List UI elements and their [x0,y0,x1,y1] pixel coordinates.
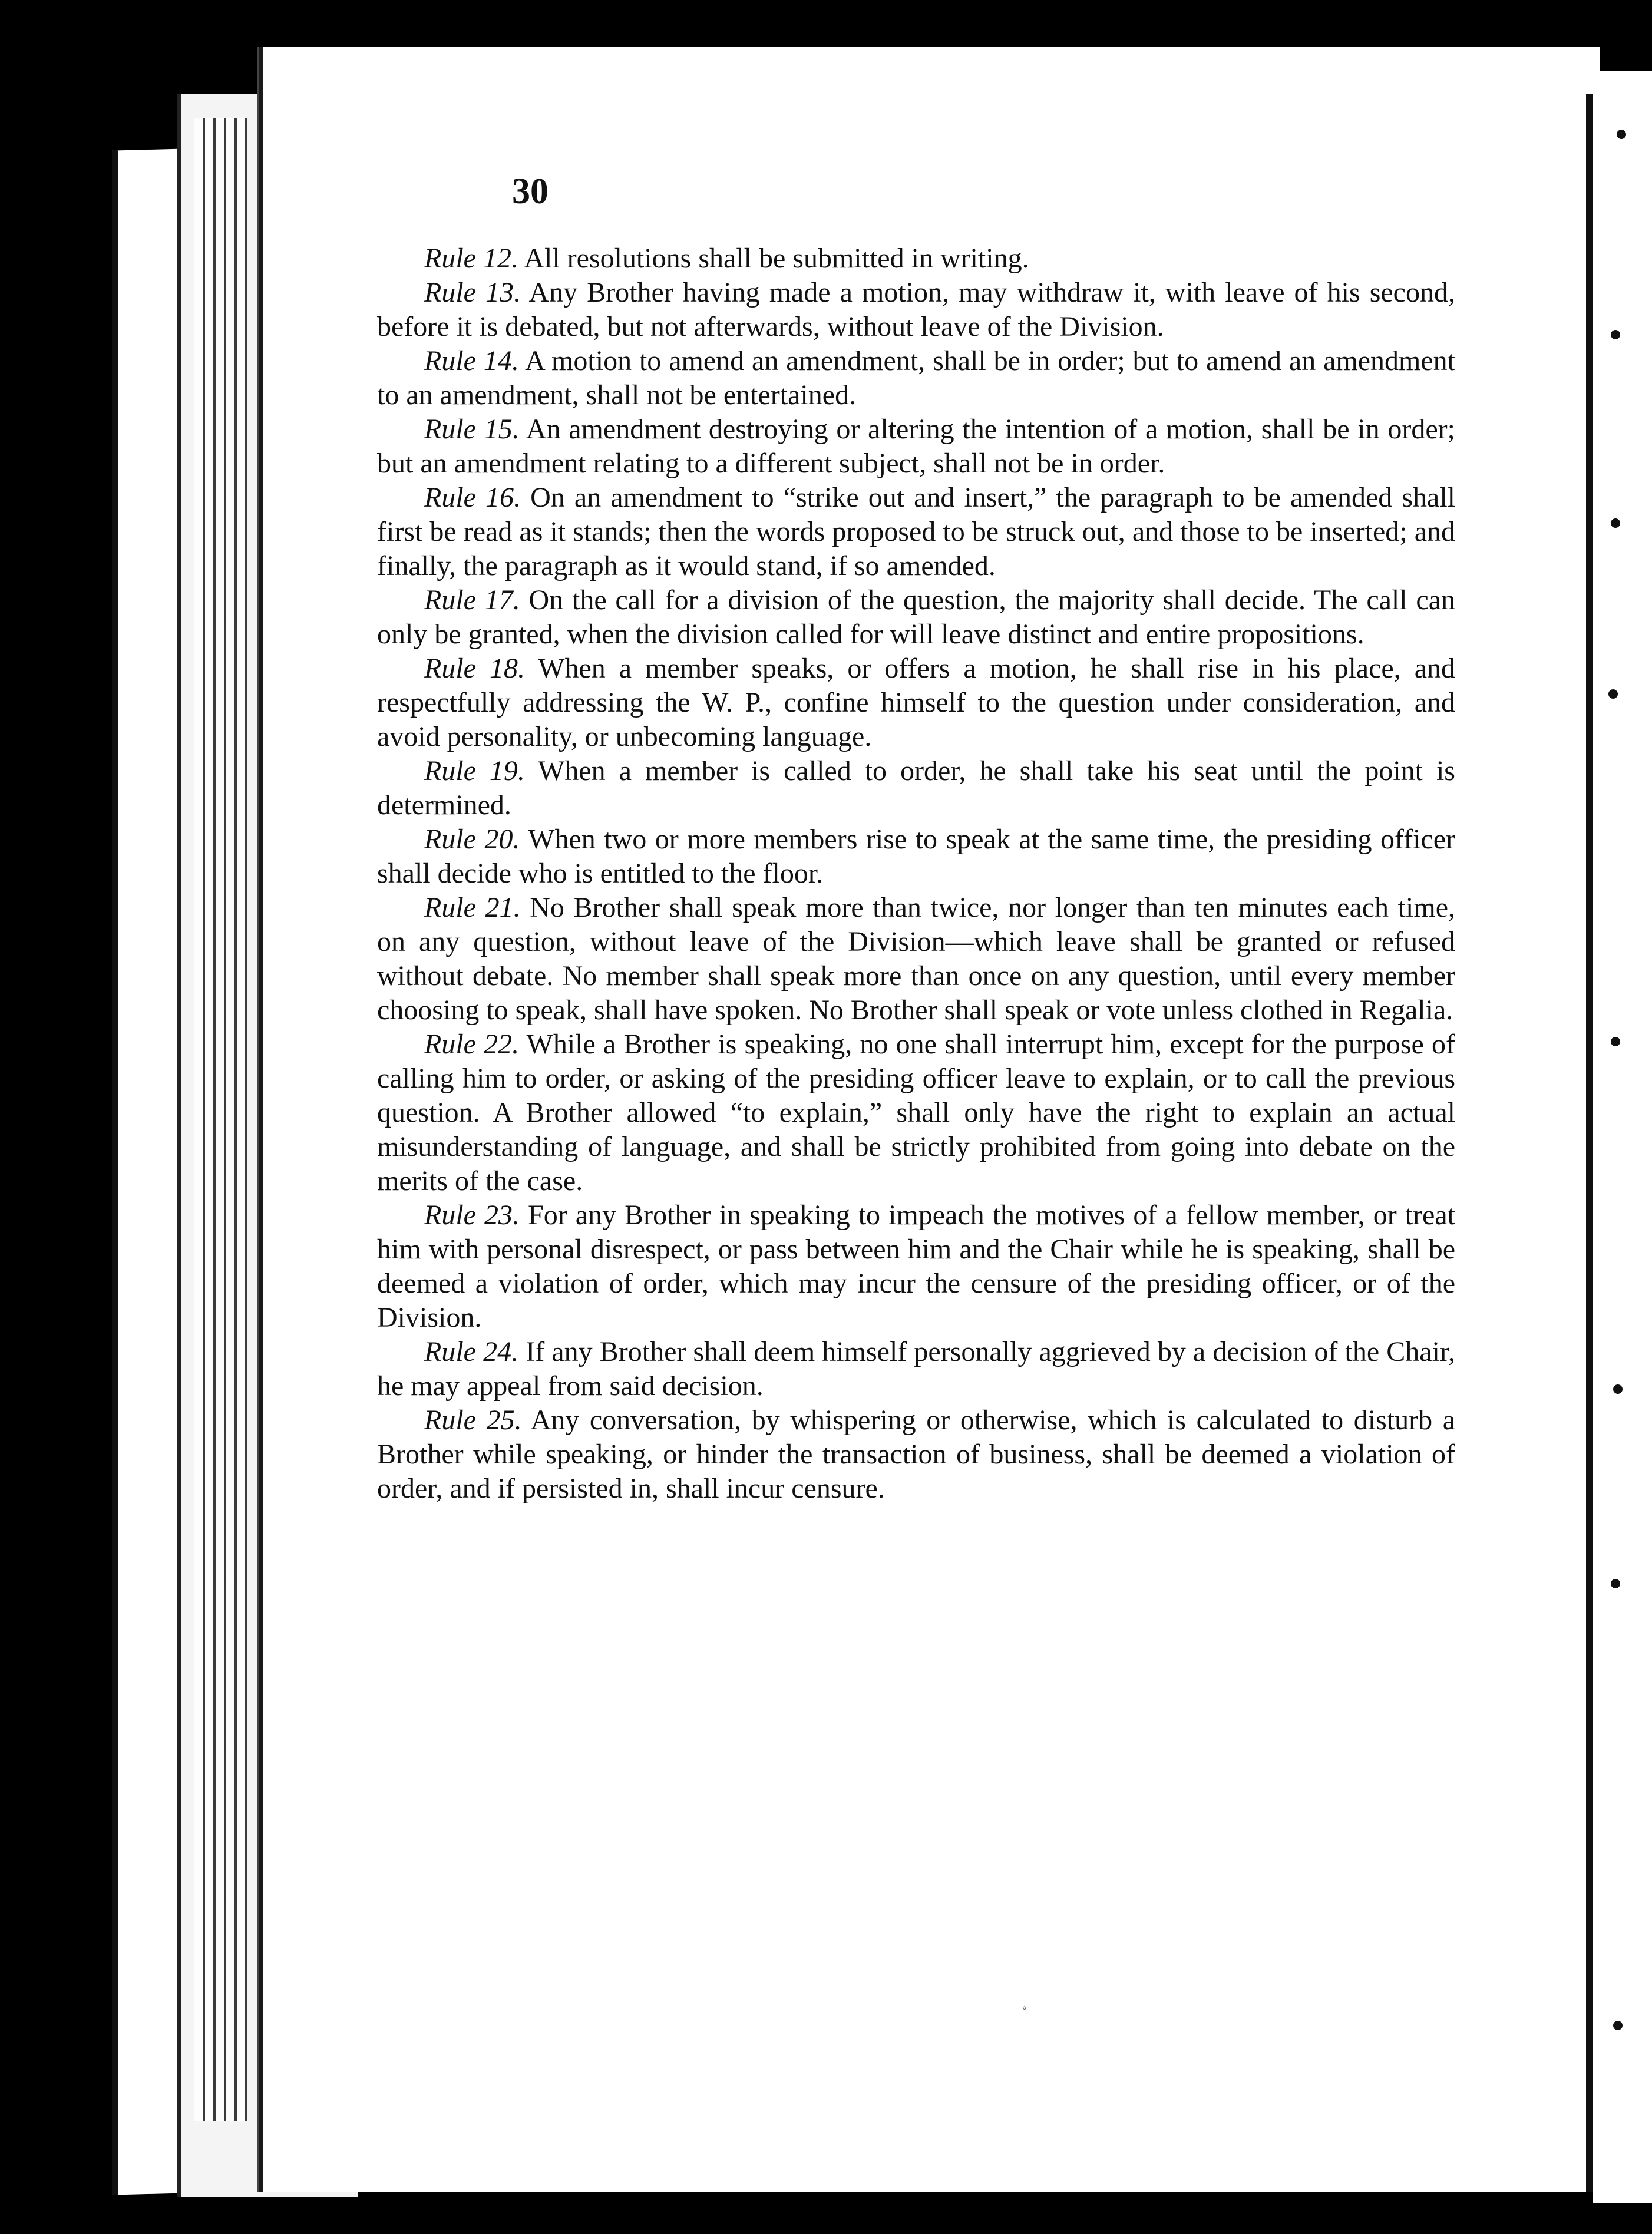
rule-paragraph [377,1335,1455,1403]
rule-text: On an amendment to “strike out and insert,” the paragraph to be amended shall first be read as it stands; then the words proposed to be struck out, and those to be inserted; and finally, the paragraph as it would stand, if so amended. [377,482,1456,581]
rule-text: When a member speaks, or offers a motion, he shall rise in his place, and respectfully addressing the W. P., confine himself to the question under consideration, and avoid personality, or unbecoming language. [377,653,1456,752]
rule-paragraph [377,1403,1455,1506]
rule-paragraph [377,754,1455,822]
rule-paragraph [377,276,1455,344]
rule-label: Rule 12. [424,243,518,274]
rule-paragraph [377,891,1455,1027]
rule-text: A motion to amend an amendment, shall be in order; but to amend an amendment to an amendment, shall not be entertained. [377,345,1456,411]
rule-paragraph [377,652,1455,754]
rule-text: When two or more members rise to speak at the same time, the presiding officer shall decide who is entitled to the floor. [377,824,1455,889]
page-binding-edge [1586,94,1593,2192]
rule-paragraph [377,583,1455,652]
adjacent-page-strip [1593,71,1652,2203]
margin-mark [1611,1579,1620,1588]
margin-mark [1608,689,1618,699]
rule-text: If any Brother shall deem himself personally aggrieved by a decision of the Chair, he may appeal from said decision. [377,1336,1456,1402]
rule-label: Rule 15. [424,414,520,445]
rule-paragraph [377,481,1455,583]
rule-label: Rule 13. [424,277,521,308]
rules-text [377,242,1455,1506]
rule-text: Any Brother having made a motion, may withdraw it, with leave of his second, before it is debated, but not afterwards, without leave of the Division. [377,277,1455,342]
rule-label: Rule 21. [424,892,521,923]
page-number: 30 [512,171,549,211]
rule-label: Rule 19. [424,755,525,786]
rule-text: When a member is called to order, he shall take his seat until the point is determined. [377,755,1455,821]
rule-text: On the call for a division of the question, the majority shall decide. The call can only be granted, when the division called for will leave distinct and entire propositions. [377,584,1456,650]
page-stack-edges [194,118,247,2121]
rule-text: For any Brother in speaking to impeach the motives of a fellow member, or treat him with personal disrespect, or pass between him and the Chair while he is speaking, shall be deemed a violation of order, which may incur the censure of the presiding officer, or of the Division. [377,1199,1456,1333]
rule-text: All resolutions shall be submitted in writing. [524,243,1029,274]
rule-label: Rule 14. [424,345,519,376]
rule-paragraph [377,412,1455,481]
rule-paragraph [377,1027,1455,1198]
rule-text: No Brother shall speak more than twice, nor longer than ten minutes each time, on any question, without leave of the Division—which leave shall be granted or refused without debate. No member shall speak more than once on any question, until every member choosing to speak, shall have spoken. No Brother shall speak or vote unless clothed in Regalia. [377,892,1455,1026]
rule-label: Rule 23. [424,1199,520,1231]
rule-text: An amendment destroying or altering the intention of a motion, shall be in order; but an amendment relating to a different subject, shall not be in order. [377,414,1455,479]
rule-label: Rule 22. [424,1029,520,1060]
rule-label: Rule 24. [424,1336,519,1367]
rule-label: Rule 17. [424,584,520,616]
rule-label: Rule 16. [424,482,521,513]
rule-paragraph [377,1198,1455,1335]
rule-label: Rule 25. [424,1404,522,1436]
margin-mark [1611,1037,1620,1046]
margin-mark [1617,130,1626,139]
margin-mark [1611,330,1620,339]
margin-mark [1613,1384,1623,1394]
print-speck: ◦ [1022,2000,1027,2015]
rule-text: While a Brother is speaking, no one shall interrupt him, except for the purpose of calling him to order, or asking of the presiding officer leave to explain, or to call the previous question. A Brother allowed “to explain,” shall only have the right to explain an actual misunderstanding of language, and shall be strictly prohibited from going into debate on the merits of the case. [377,1029,1455,1197]
rule-paragraph [377,822,1455,891]
margin-mark [1611,518,1620,528]
margin-mark [1613,2021,1623,2030]
rule-text: Any conversation, by whispering or otherwise, which is calculated to disturb a Brother while speaking, or hinder the transaction of business, shall be deemed a violation of order, and if persisted in, shall incur censure. [377,1404,1456,1504]
rule-paragraph [377,344,1455,412]
rule-label: Rule 18. [424,653,525,684]
rule-label: Rule 20. [424,824,520,855]
rule-paragraph [377,242,1455,276]
